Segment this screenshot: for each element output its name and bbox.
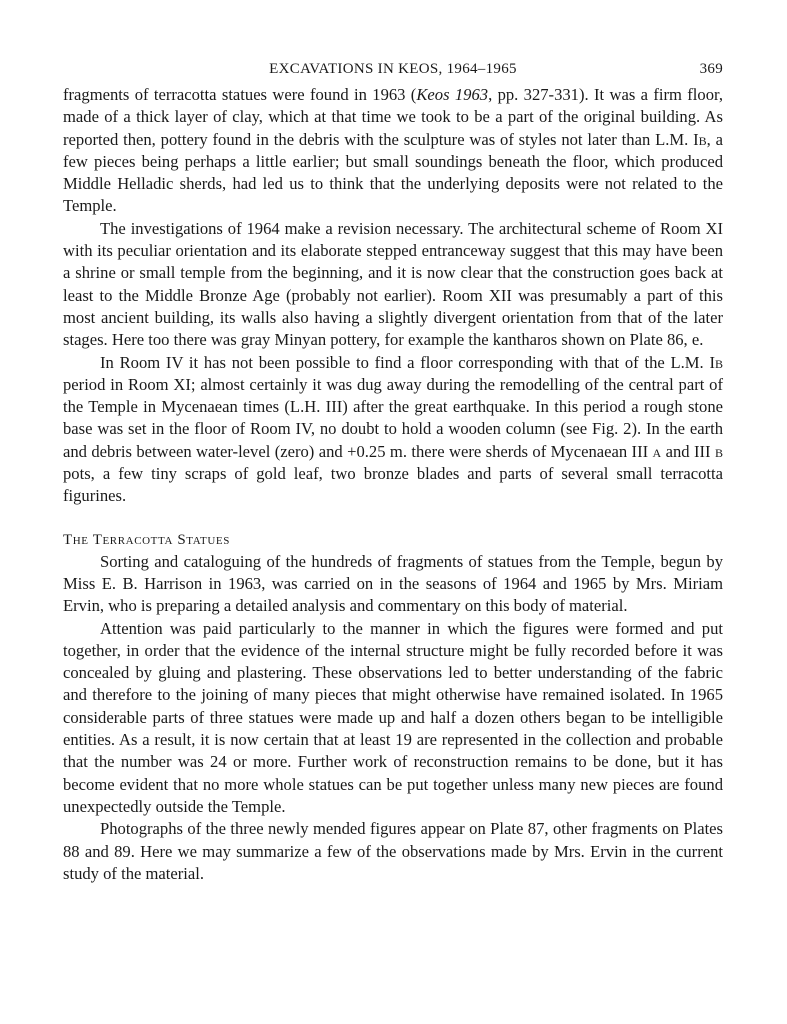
paragraph-2: The investigations of 1964 make a revision necessary. The architectural scheme of Room XI with its peculiar orientation and its elaborate stepped entranceway suggest that this may have been a shrine or small temple from the beginning, and it is now clear that the construction goes back at least to the Middle Bronze Age (probably not earlier). Room XII was presumably a part of this most ancient building, its walls also having a slightly divergent orientation from that of the later stages. Here too there was gray Minyan pottery, for example the kantharos shown on Plate 86, e. [63, 218, 723, 350]
period-letter: a [652, 441, 662, 461]
page-number: 369 [699, 61, 723, 77]
paragraph-4: Sorting and cataloguing of the hundreds of fragments of statues from the Temple, begun by Miss E. B. Harrison in 1963, was carried on in the seasons of 1964 and 1965 by Mrs. Miriam Ervin, who is preparing a detailed analysis and commentary on this body of material. [63, 551, 723, 616]
running-header [63, 58, 723, 84]
period-letter: b [714, 352, 723, 372]
paragraph-3: In Room IV it has not been possible to find a floor corresponding with that of the L.M. Ib period in Room XI; almost certainly it was dug away during the remodelling of the central part of the Temple in Mycenaean times (L.H. III) after the great earthquake. In this period a rough stone base was set in the floor of Room IV, no doubt to hold a wooden column (see Fig. 2). In the earth and debris between water-level (zero) and +0.25 m. there were sherds of Mycenaean III a and III b pots, a few tiny scraps of gold leaf, two bronze blades and parts of several small terracotta figurines. [63, 352, 724, 506]
running-title: EXCAVATIONS IN KEOS, 1964–1965 [269, 61, 517, 77]
period-letter: b [698, 129, 707, 149]
period-letter: b [715, 441, 724, 461]
section-heading: The Terracotta Statues [63, 531, 230, 548]
paragraph-6: Photographs of the three newly mended figures appear on Plate 87, other fragments on Plates 88 and 89. Here we may summarize a few of the observations made by Mrs. Ervin in the current study of the material. [63, 819, 723, 883]
paragraph-1: fragments of terracotta statues were found in 1963 (Keos 1963, pp. 327-331). It was a firm floor, made of a thick layer of clay, which at that time we took to be a part of the original building. As reported then, pottery found in the debris with the sculpture was of styles not later than L.M. Ib, a few pieces being perhaps a little earlier; but small soundings beneath the floor, which produced Middle Helladic sherds, had led us to think that the underlying deposits were not related to the Temple. [63, 85, 723, 216]
document-page [63, 58, 723, 885]
citation-title: Keos 1963 [416, 85, 489, 104]
paragraph-5: Attention was paid particularly to the manner in which the figures were formed and put together, in order that the evidence of the internal structure might be fully recorded before it was concealed by gluing and plastering. These observations led to better understanding of the fabric and therefore to the joining of many pieces that might otherwise have remained isolated. In 1965 considerable parts of three statues were made up and half a dozen others began to be intelligible entities. As a result, it is now certain that at least 19 are represented in the collection and probable that the number was 24 or more. Further work of reconstruction remains to be done, but it has become evident that no more whole statues can be put together unless many new pieces are found unexpectedly outside the Temple. [63, 618, 723, 816]
